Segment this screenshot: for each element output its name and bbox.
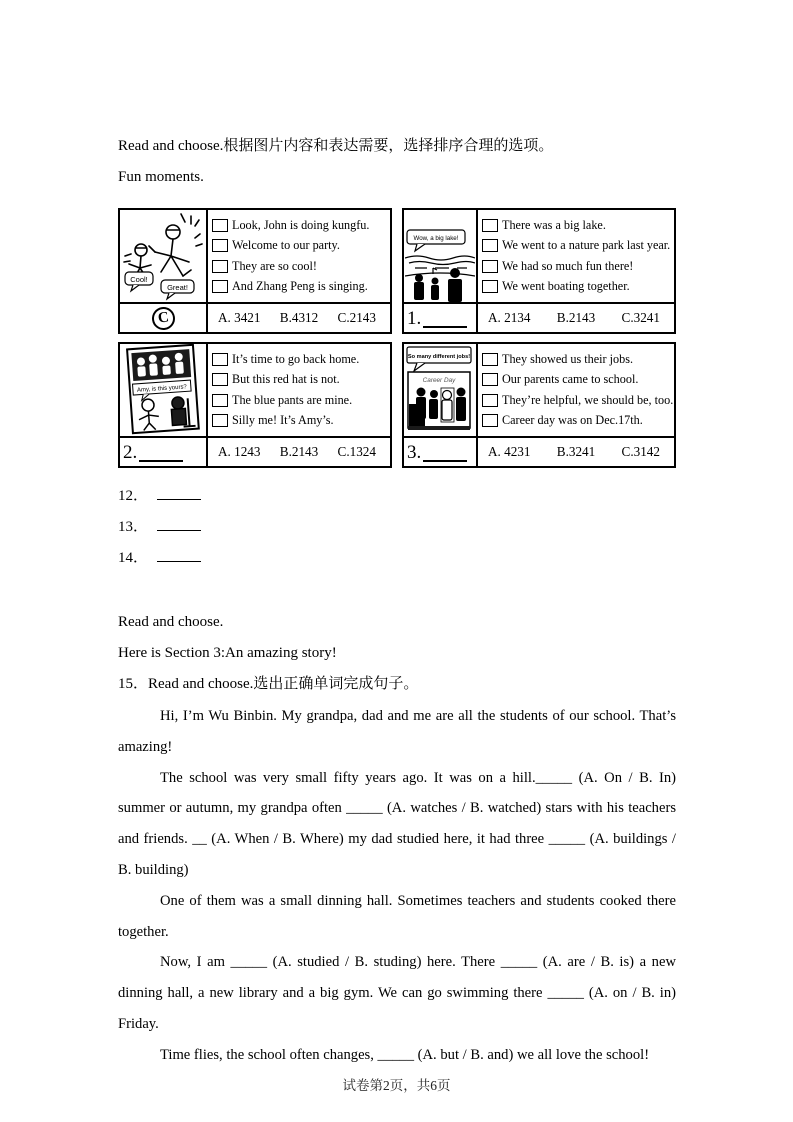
sentence-item [482, 259, 674, 274]
checkbox[interactable] [212, 353, 228, 366]
speech-bubble-jobs: So many different jobs! [407, 354, 471, 360]
option-c: C.3241 [621, 310, 660, 325]
blank-number: 3. [407, 442, 422, 463]
example-answer-cell [120, 304, 208, 332]
option-b: B.2143 [556, 310, 596, 325]
option-b: B.4312 [279, 310, 319, 325]
cloze-passage [118, 701, 676, 1071]
sentence-item [212, 218, 390, 233]
sentence-text: It’s time to go back home. [232, 351, 360, 366]
sentence-text: We had so much fun there! [502, 258, 634, 273]
question-grid [118, 208, 676, 468]
lake-illustration [404, 210, 478, 304]
sentence-text: Welcome to our party. [232, 238, 340, 253]
sentence-item [482, 218, 674, 233]
picture-caption: Career Day [422, 377, 456, 384]
option-a: A. 2134 [488, 310, 531, 325]
speech-bubble-cool: Cool! [130, 275, 148, 284]
answer-line-13 [118, 512, 676, 543]
checkbox[interactable] [212, 219, 228, 232]
sentence-list [208, 210, 390, 304]
passage-paragraph-1: Hi, I’m Wu Binbin. My grandpa, dad and me are all the students of our school. That’s amazing! [118, 708, 676, 755]
circled-example-answer: C [150, 305, 176, 331]
answer-blank-14[interactable] [157, 550, 201, 562]
answer-blank-cell-1 [404, 304, 478, 332]
passage-paragraph-3: One of them was a small dinning hall. Sometimes teachers and students cooked there together. [118, 892, 676, 940]
checkbox[interactable] [482, 373, 498, 386]
career-day-illustration [404, 344, 478, 438]
page-footer: 试卷第2页，共6页 [342, 1078, 451, 1093]
sentence-item [212, 413, 390, 428]
answer-blank-line[interactable] [423, 315, 467, 328]
exercise-title: Fun moments. [118, 169, 204, 185]
grid-row-1 [118, 208, 676, 334]
question-number: 12． [118, 488, 149, 504]
passage-paragraph-5: Time flies, the school often changes, _____ (A. but / B. and) we all love the school! [160, 1046, 650, 1063]
sentence-text: And Zhang Peng is singing. [232, 279, 368, 294]
sentence-text: They are so cool! [232, 258, 317, 273]
question-number: 13． [118, 519, 149, 535]
checkbox[interactable] [482, 260, 498, 273]
speech-bubble-amy: Amy, is this yours? [136, 384, 188, 394]
sentence-item [482, 279, 674, 294]
sentence-text: But this red hat is not. [232, 372, 340, 387]
sentence-text: They’re helpful, we should be, too. [502, 392, 674, 407]
sentence-item [212, 259, 390, 274]
option-c: C.2143 [337, 310, 376, 325]
kungfu-party-image [121, 210, 205, 302]
sentence-item [482, 352, 674, 367]
blank-number: 2. [123, 442, 138, 463]
passage-paragraph-2: The school was very small fifty years ago. It was on a hill._____ (A. On / B. In) summer or autumn, my grandpa often _____ (A. watches / B. watched) stars with his teachers and friends. __ (A. When / B. Where) my dad studied here, it had three _____ (A. buildings / B. building) [118, 769, 676, 878]
page-content [118, 131, 676, 1071]
options-row [208, 438, 390, 466]
checkbox[interactable] [482, 353, 498, 366]
sentence-item [482, 413, 674, 428]
option-b: B.3241 [556, 444, 596, 459]
sentence-item [212, 352, 390, 367]
options-row [478, 304, 674, 332]
read-and-choose-heading: Read and choose. [118, 614, 224, 630]
speech-bubble-great: Great! [167, 283, 188, 292]
option-b: B.2143 [279, 444, 319, 459]
sentence-list [478, 210, 674, 304]
question-number: 14． [118, 550, 149, 566]
sentence-text: There was a big lake. [502, 217, 606, 232]
answer-lines [118, 481, 676, 574]
answer-blank-cell-2 [120, 438, 208, 466]
checkbox[interactable] [212, 239, 228, 252]
nature-park-image [405, 210, 475, 302]
question-15-heading: 15．Read and choose.选出正确单词完成句子。 [118, 676, 419, 692]
answer-blank-13[interactable] [157, 519, 201, 531]
checkbox[interactable] [482, 394, 498, 407]
sentence-text: Our parents came to school. [502, 372, 639, 387]
amy-photo-image [121, 344, 205, 436]
sentence-list [208, 344, 390, 438]
options-row [208, 304, 390, 332]
sentence-text: They showed us their jobs. [502, 351, 633, 366]
answer-blank-line[interactable] [139, 449, 183, 462]
sentence-text: Silly me! It’s Amy’s. [232, 413, 334, 428]
answer-blank-12[interactable] [157, 488, 201, 500]
section3-intro: Here is Section 3:An amazing story! [118, 645, 337, 661]
question-block-example [118, 208, 392, 334]
checkbox[interactable] [482, 219, 498, 232]
sentence-text: We went boating together. [502, 279, 630, 294]
section-instruction: Read and choose.根据图片内容和表达需要，选择排序合理的选项。 [118, 138, 554, 154]
sentence-item [212, 279, 390, 294]
question-block-3 [402, 342, 676, 468]
sentence-item [212, 238, 390, 253]
sentence-item [212, 372, 390, 387]
grid-row-2 [118, 342, 676, 468]
passage-paragraph-4: Now, I am _____ (A. studied / B. studing) here. There _____ (A. are / B. is) a new dinning hall, a new library and a big gym. We can go swimming there _____ (A. on / B. in) Friday. [118, 954, 676, 1032]
career-day-image [405, 344, 475, 436]
sentence-list [478, 344, 674, 438]
sentence-item [482, 372, 674, 387]
sentence-text: The blue pants are mine. [232, 392, 353, 407]
answer-line-12 [118, 481, 676, 512]
option-a: A. 1243 [218, 444, 261, 459]
option-c: C.1324 [337, 444, 376, 459]
photo-illustration [120, 344, 208, 438]
option-a: A. 4231 [488, 444, 531, 459]
question-block-2 [118, 342, 392, 468]
answer-blank-cell-3 [404, 438, 478, 466]
answer-blank-line[interactable] [423, 449, 467, 462]
checkbox[interactable] [482, 280, 498, 293]
option-c: C.3142 [621, 444, 660, 459]
sentence-text: Career day was on Dec.17th. [502, 413, 643, 428]
answer-line-14 [118, 543, 676, 574]
sentence-text: Look, John is doing kungfu. [232, 217, 370, 232]
options-row [478, 438, 674, 466]
speech-bubble-lake: Wow, a big lake! [413, 235, 459, 242]
checkbox[interactable] [212, 394, 228, 407]
checkbox[interactable] [482, 414, 498, 427]
checkbox[interactable] [212, 414, 228, 427]
option-a: A. 3421 [218, 310, 261, 325]
checkbox[interactable] [212, 260, 228, 273]
question-block-1 [402, 208, 676, 334]
blank-number: 1. [407, 308, 422, 329]
sentence-item [482, 393, 674, 408]
checkbox[interactable] [212, 280, 228, 293]
sentence-item [212, 393, 390, 408]
checkbox[interactable] [212, 373, 228, 386]
kungfu-illustration [120, 210, 208, 304]
sentence-item [482, 238, 674, 253]
checkbox[interactable] [482, 239, 498, 252]
sentence-text: We went to a nature park last year. [502, 238, 671, 253]
